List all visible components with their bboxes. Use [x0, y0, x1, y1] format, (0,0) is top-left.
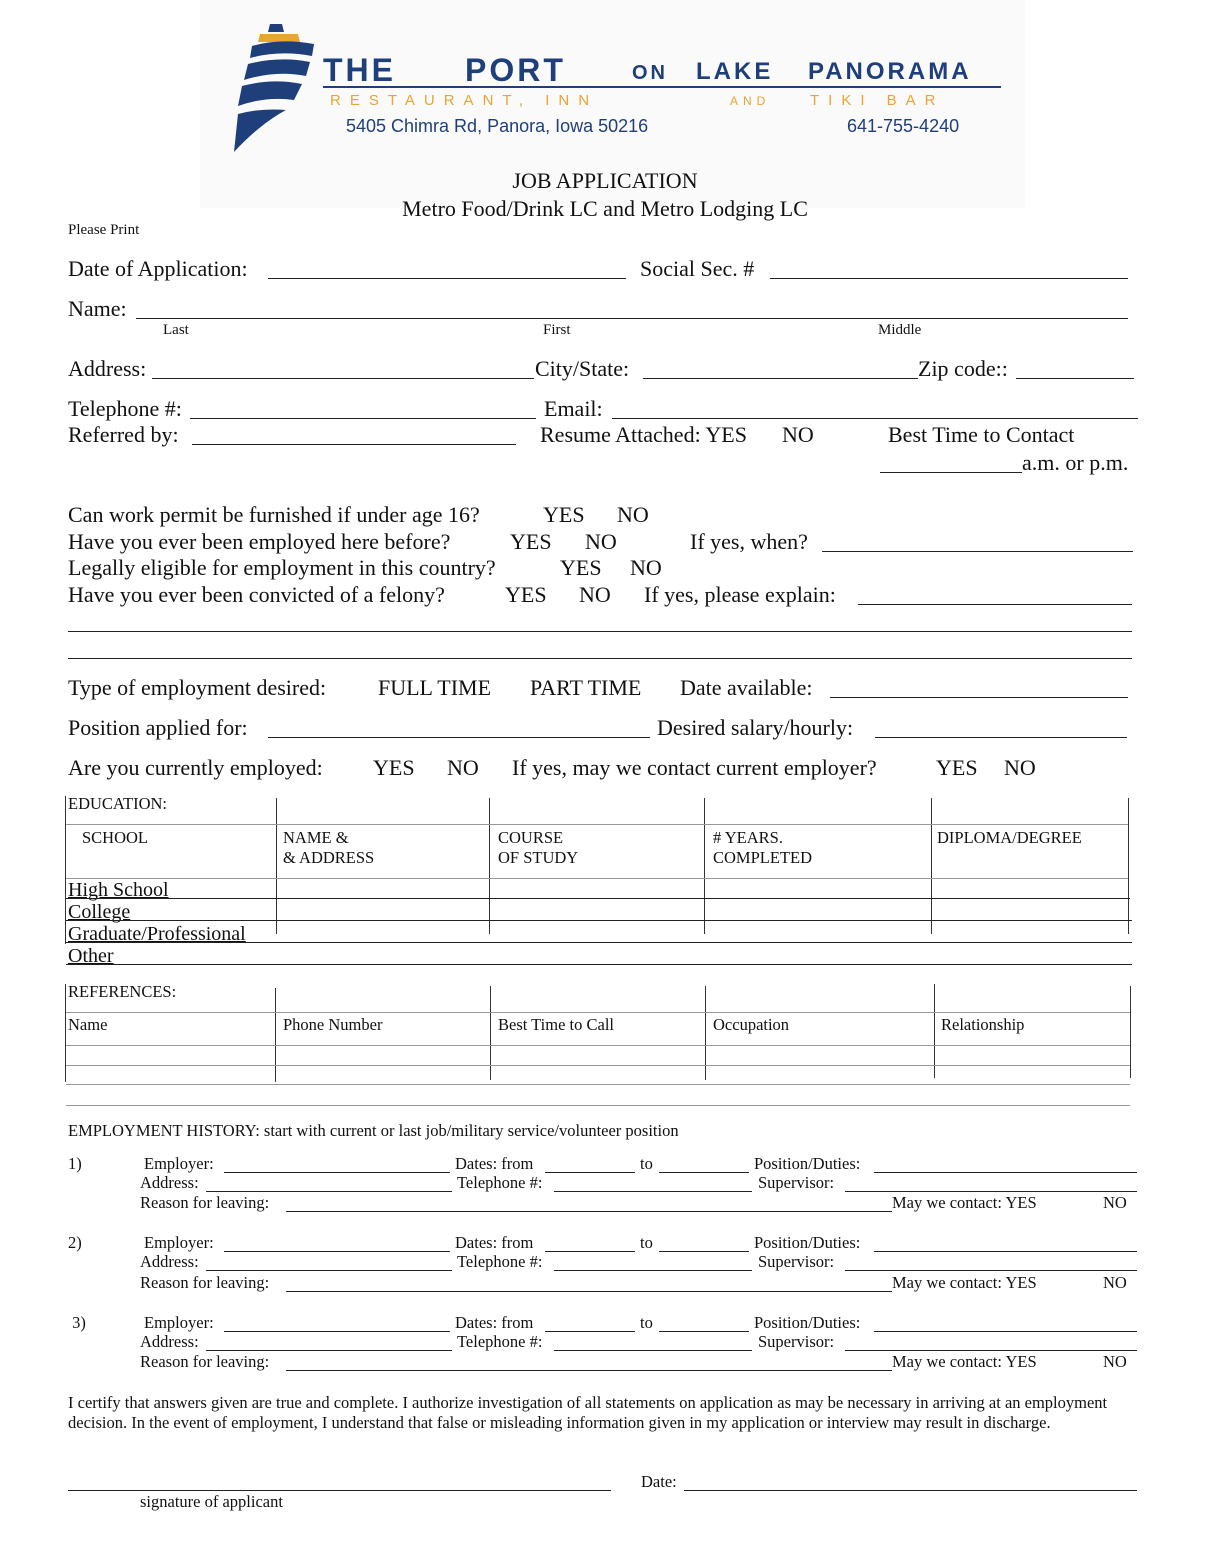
position-duties-label: Position/Duties:: [754, 1313, 861, 1332]
ref-border-left: [65, 984, 66, 1082]
employer-field[interactable]: [224, 1331, 450, 1332]
edu-header-bottom: [66, 878, 1128, 879]
edu-header-diploma: DIPLOMA/DEGREE: [937, 828, 1082, 847]
emp-address-label: Address:: [140, 1173, 199, 1192]
edu-header-course: COURSE OF STUDY: [498, 828, 579, 867]
position-duties-field[interactable]: [874, 1172, 1137, 1173]
if-yes-when-label: If yes, when?: [690, 529, 808, 554]
if-yes-when-field[interactable]: [822, 551, 1133, 552]
employment-entry-number: 3): [68, 1313, 86, 1332]
emp-telephone-label: Telephone #:: [457, 1332, 543, 1351]
emp-address-label: Address:: [140, 1252, 199, 1271]
dates-to-label: to: [640, 1154, 653, 1173]
emp-telephone-label: Telephone #:: [457, 1173, 543, 1192]
name-first-caption: First: [543, 322, 571, 338]
employed-before-no[interactable]: NO: [585, 529, 617, 554]
dates-to-field[interactable]: [659, 1251, 749, 1252]
edu-divider-4: [931, 798, 932, 934]
dates-from-field[interactable]: [545, 1331, 635, 1332]
emp-address-label: Address:: [140, 1332, 199, 1351]
certification-statement: I certify that answers given are true and complete. I authorize investigation of all statements on application as may be necessary in arriving at an employment decision. In the event of employment, I understand that false or misleading information given in my application or interview may result in discharge.: [68, 1393, 1108, 1432]
references-label: REFERENCES:: [68, 982, 177, 1001]
emp-address-field[interactable]: [206, 1270, 452, 1271]
may-contact-yes[interactable]: May we contact: YES: [892, 1273, 1037, 1292]
employment-entry-number: 1): [68, 1154, 82, 1173]
ref-row-rule-3[interactable]: [66, 1084, 1130, 1085]
may-contact-yes[interactable]: May we contact: YES: [892, 1193, 1037, 1212]
salary-label: Desired salary/hourly:: [657, 715, 854, 740]
felony-question: Have you ever been convicted of a felony?: [68, 582, 445, 607]
felony-yes[interactable]: YES: [505, 582, 547, 607]
supervisor-field[interactable]: [845, 1350, 1137, 1351]
brand-line2-and: AND: [730, 94, 771, 108]
employed-before-yes[interactable]: YES: [510, 529, 552, 554]
reason-leaving-label: Reason for leaving:: [140, 1193, 270, 1212]
dates-to-field[interactable]: [659, 1172, 749, 1173]
email-label: Email:: [544, 396, 603, 421]
edu-row-graduate: Graduate/Professional: [68, 923, 246, 945]
signature-date-field[interactable]: [684, 1490, 1137, 1491]
position-label: Position applied for:: [68, 715, 248, 740]
dates-to-field[interactable]: [659, 1331, 749, 1332]
referred-by-label: Referred by:: [68, 422, 179, 447]
edu-row-rule-1[interactable]: [66, 898, 1130, 899]
please-print: Please Print: [68, 222, 140, 238]
felony-explain-label: If yes, please explain:: [644, 582, 836, 607]
ref-header-name: Name: [68, 1015, 108, 1034]
supervisor-field[interactable]: [845, 1270, 1137, 1271]
currently-employed-question: Are you currently employed:: [68, 755, 323, 780]
dates-from-label: Dates: from: [455, 1233, 534, 1252]
best-time-field[interactable]: [880, 472, 1022, 473]
signature-label: signature of applicant: [140, 1492, 283, 1511]
brand-panorama: PANORAMA: [808, 58, 972, 85]
city-state-label: City/State:: [535, 356, 630, 381]
brand-the: THE: [323, 52, 396, 88]
ref-header-phone: Phone Number: [283, 1015, 383, 1034]
emp-address-field[interactable]: [206, 1350, 452, 1351]
name-middle-caption: Middle: [878, 322, 922, 338]
name-last-caption: Last: [163, 322, 189, 338]
zip-field[interactable]: [1016, 378, 1134, 379]
may-contact-yes[interactable]: May we contact: YES: [892, 1352, 1037, 1371]
position-duties-field[interactable]: [874, 1331, 1137, 1332]
referred-by-field[interactable]: [192, 444, 516, 445]
date-of-application-field[interactable]: [268, 278, 626, 279]
form-subtitle: Metro Food/Drink LC and Metro Lodging LC: [402, 196, 808, 221]
edu-row-high-school: High School: [68, 879, 169, 901]
brand-on: ON: [632, 62, 668, 84]
may-contact-current-question: If yes, may we contact current employer?: [512, 755, 877, 780]
social-sec-label: Social Sec. #: [640, 256, 755, 281]
city-state-field[interactable]: [643, 378, 918, 379]
edu-border-right: [1128, 798, 1129, 934]
employment-history-label: EMPLOYMENT HISTORY: start with current or last job/military service/volunteer position: [68, 1121, 679, 1140]
may-contact-current-yes[interactable]: YES: [936, 755, 978, 780]
ref-row-rule-1[interactable]: [66, 1045, 1130, 1046]
lighthouse-logo: [230, 20, 320, 160]
part-time-option[interactable]: PART TIME: [530, 675, 642, 700]
ref-row-rule-2[interactable]: [66, 1065, 1130, 1066]
emp-telephone-field[interactable]: [554, 1350, 752, 1351]
felony-no[interactable]: NO: [579, 582, 611, 607]
edu-row-rule-2[interactable]: [66, 920, 1132, 921]
resume-attached-label[interactable]: Resume Attached: YES: [540, 422, 747, 447]
ref-header-occupation: Occupation: [713, 1015, 790, 1034]
may-contact-current-no[interactable]: NO: [1004, 755, 1036, 780]
ref-header-best-time: Best Time to Call: [498, 1015, 614, 1034]
employer-field[interactable]: [224, 1172, 450, 1173]
date-available-field[interactable]: [830, 697, 1128, 698]
currently-employed-yes[interactable]: YES: [373, 755, 415, 780]
ref-divider-1: [275, 988, 276, 1082]
position-field[interactable]: [268, 737, 650, 738]
work-permit-no[interactable]: NO: [617, 502, 649, 527]
dates-from-label: Dates: from: [455, 1313, 534, 1332]
position-duties-field[interactable]: [874, 1251, 1137, 1252]
position-duties-label: Position/Duties:: [754, 1233, 861, 1252]
felony-explain-line-2[interactable]: [68, 631, 1132, 632]
ref-header-rule: [66, 1012, 1130, 1013]
supervisor-label: Supervisor:: [758, 1252, 835, 1271]
employer-label: Employer:: [144, 1154, 214, 1173]
signature-date-label: Date:: [641, 1472, 677, 1491]
brand-rule: [323, 86, 1001, 88]
edu-divider-2: [489, 798, 490, 934]
ref-divider-4: [934, 984, 935, 1078]
felony-explain-field[interactable]: [858, 604, 1132, 605]
supervisor-label: Supervisor:: [758, 1173, 835, 1192]
position-duties-label: Position/Duties:: [754, 1154, 861, 1173]
currently-employed-no[interactable]: NO: [447, 755, 479, 780]
header-phone: 641-755-4240: [847, 116, 960, 136]
edu-divider-1: [276, 798, 277, 934]
social-sec-field[interactable]: [770, 278, 1128, 279]
employed-before-question: Have you ever been employed here before?: [68, 529, 451, 554]
work-permit-yes[interactable]: YES: [543, 502, 585, 527]
edu-header-school: SCHOOL: [82, 828, 149, 847]
type-desired-label: Type of employment desired:: [68, 675, 327, 700]
emp-telephone-field[interactable]: [554, 1191, 752, 1192]
may-contact-no[interactable]: NO: [1103, 1352, 1127, 1371]
ref-header-relationship: Relationship: [941, 1015, 1025, 1034]
date-of-application-label: Date of Application:: [68, 256, 248, 281]
felony-explain-line-3[interactable]: [68, 658, 1132, 659]
legally-eligible-no[interactable]: NO: [630, 555, 662, 580]
brand-lake: LAKE: [696, 58, 774, 85]
education-label: EDUCATION:: [68, 794, 167, 813]
full-time-option[interactable]: FULL TIME: [378, 675, 492, 700]
brand-line2-a: RESTAURANT, INN: [330, 92, 599, 109]
may-contact-no[interactable]: NO: [1103, 1273, 1127, 1292]
work-permit-question: Can work permit be furnished if under age 16?: [68, 502, 480, 527]
name-label: Name:: [68, 296, 127, 321]
supervisor-label: Supervisor:: [758, 1332, 835, 1351]
salary-field[interactable]: [875, 737, 1127, 738]
date-available-label: Date available:: [680, 675, 813, 700]
signature-field[interactable]: [68, 1490, 611, 1491]
dates-from-label: Dates: from: [455, 1154, 534, 1173]
employment-entry-number: 2): [68, 1233, 82, 1252]
best-time-label: Best Time to Contact: [888, 422, 1075, 447]
resume-no-option[interactable]: NO: [782, 422, 814, 447]
reason-leaving-label: Reason for leaving:: [140, 1273, 270, 1292]
edu-row-college: College: [68, 901, 131, 923]
edu-divider-3: [704, 798, 705, 934]
edu-row-other: Other: [68, 945, 114, 967]
am-pm-label: a.m. or p.m.: [1022, 450, 1129, 475]
supervisor-field[interactable]: [845, 1191, 1137, 1192]
emp-telephone-field[interactable]: [554, 1270, 752, 1271]
dates-to-label: to: [640, 1233, 653, 1252]
reason-leaving-field[interactable]: [286, 1370, 892, 1371]
dates-to-label: to: [640, 1313, 653, 1332]
reason-leaving-field[interactable]: [286, 1211, 892, 1212]
brand-port: PORT: [465, 52, 566, 88]
edu-header-rule: [66, 824, 1128, 825]
may-contact-no[interactable]: NO: [1103, 1193, 1127, 1212]
dates-from-field[interactable]: [545, 1172, 635, 1173]
brand-line2-b: TIKI BAR: [810, 92, 945, 109]
edu-row-rule-4[interactable]: [66, 964, 1132, 965]
edu-header-name-address: NAME & & ADDRESS: [283, 828, 375, 867]
zip-label: Zip code::: [918, 356, 1008, 381]
legally-eligible-question: Legally eligible for employment in this country?: [68, 555, 496, 580]
address-label: Address:: [68, 356, 147, 381]
email-field[interactable]: [612, 418, 1138, 419]
ref-border-right: [1130, 986, 1131, 1078]
reason-leaving-label: Reason for leaving:: [140, 1352, 270, 1371]
header-address: 5405 Chimra Rd, Panora, Iowa 50216: [346, 116, 649, 136]
emp-telephone-label: Telephone #:: [457, 1252, 543, 1271]
name-field[interactable]: [136, 318, 1128, 319]
form-title: JOB APPLICATION: [512, 168, 698, 193]
address-field[interactable]: [152, 378, 534, 379]
emp-address-field[interactable]: [206, 1191, 452, 1192]
edu-header-years: # YEARS. COMPLETED: [713, 828, 812, 867]
employer-label: Employer:: [144, 1313, 214, 1332]
legally-eligible-yes[interactable]: YES: [560, 555, 602, 580]
edu-row-rule-3[interactable]: [66, 942, 1132, 943]
edu-border-left: [65, 796, 66, 944]
telephone-label: Telephone #:: [68, 396, 182, 421]
ref-row-rule-4[interactable]: [66, 1105, 1130, 1106]
telephone-field[interactable]: [190, 418, 536, 419]
dates-from-field[interactable]: [545, 1251, 635, 1252]
employer-label: Employer:: [144, 1233, 214, 1252]
reason-leaving-field[interactable]: [286, 1291, 892, 1292]
employer-field[interactable]: [224, 1251, 450, 1252]
